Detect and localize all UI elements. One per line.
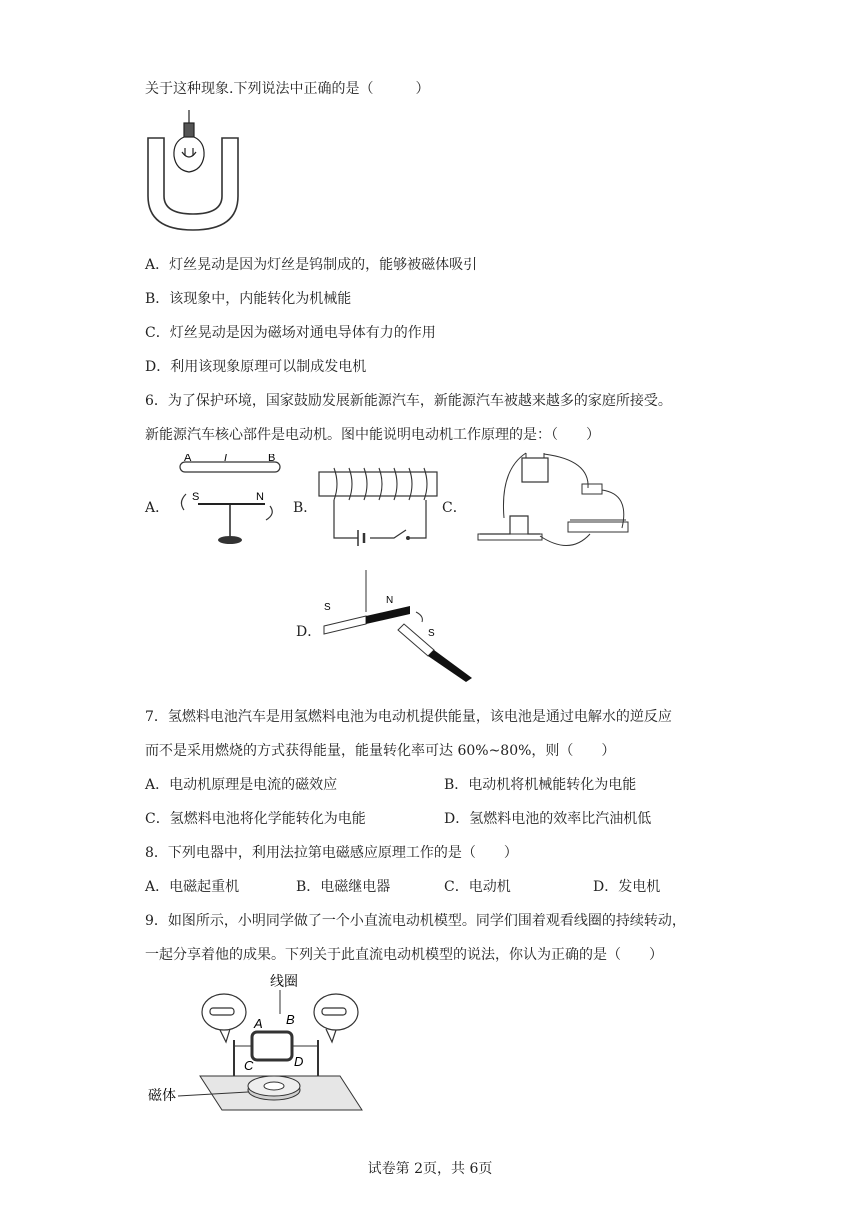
q7-stem-line2: 而不是采用燃烧的方式获得能量，能量转化率可达 60%~80%，则（ ） [145,743,616,759]
label-b: B [286,1012,295,1027]
q6-stem-line1: 6．为了保护环境，国家鼓励发展新能源汽车，新能源汽车被越来越多的家庭所接受。 [145,393,672,409]
figd-label-s-top: S [324,602,331,613]
q5-option-d: D．利用该现象原理可以制成发电机 [145,359,367,375]
bar-magnet-top-s [324,616,366,634]
q6-label-c: C． [442,500,467,516]
q8-stem: 8．下列电器中，利用法拉第电磁感应原理工作的是（ ） [145,845,518,861]
figa-label-n: N [256,491,264,503]
solenoid-coil [334,468,427,500]
compass-base [218,536,242,544]
figd-label-s-bottom: S [428,628,435,639]
label-c: C [244,1058,254,1073]
q5-option-c: C．灯丝晃动是因为磁场对通电导体有力的作用 [145,325,436,341]
q6-label-b: B． [293,500,318,516]
light-bulb-icon [174,110,204,172]
q8-option-b: B．电磁继电器 [296,879,391,895]
figa-label-b: B [268,454,276,464]
label-d: D [294,1054,304,1069]
u-magnet-small [480,516,540,534]
figd-label-n-top: N [386,595,394,606]
q6-stem-line2: 新能源汽车核心部件是电动机。图中能说明电动机工作原理的是：（ ） [145,427,600,443]
q9-dc-motor-figure [140,968,366,1118]
bar-magnet-bottom-n [428,650,472,682]
switch-icon [406,536,410,540]
rotate-arrow-right-icon [266,506,272,520]
q6-label-a: A． [145,500,170,516]
conductor-rod [180,462,280,472]
q7-option-a: A．电动机原理是电流的磁效应 [145,777,338,793]
q9-stem-line2: 一起分享着他的成果。下列关于此直流电动机模型的说法，你认为正确的是（ ） [145,947,663,963]
magnet-label: 磁体 [148,1087,176,1103]
q8-option-d: D．发电机 [593,879,661,895]
q7-option-d: D．氢燃料电池的效率比汽油机低 [444,811,652,827]
page-footer: 试卷第 2页，共 6页 [367,1161,493,1177]
q7-option-c: C．氢燃料电池将化学能转化为电能 [145,811,366,827]
battery-icon [522,458,548,482]
figa-label-i: I [224,454,228,464]
zoom-bubble-left [202,994,246,1042]
coil-label: 线圈 [270,973,298,989]
q6-figure-b [314,466,444,548]
q8-option-a: A．电磁起重机 [145,879,240,895]
q7-option-b: B．电动机将机械能转化为电能 [444,777,637,793]
q5-option-a: A．灯丝晃动是因为灯丝是钨制成的，能够被磁体吸引 [145,257,478,273]
q6-figure-d [318,570,478,682]
q6-figure-c [470,450,642,556]
q7-stem-line1: 7．氢燃料电池汽车是用氢燃料电池为电动机提供能量，该电池是通过电解水的逆反应 [145,709,672,725]
coil [252,1032,292,1060]
circuit-wire [334,500,426,538]
rotate-arrow-left-icon [181,494,186,510]
q6-figure-a [170,454,290,550]
q9-stem-line1: 9．如图所示，小明同学做了一个小直流电动机模型。同学们围着观看线圈的持续转动， [145,913,686,929]
q5-bulb-magnet-figure [143,108,243,236]
q5-option-b: B．该现象中，内能转化为机械能 [145,291,352,307]
label-a: A [254,1016,263,1031]
q6-label-d: D． [296,624,322,640]
switch-icon [582,484,602,494]
figa-label-s: S [192,491,200,503]
q5-stem-tail: 关于这种现象.下列说法中正确的是（ ） [145,81,430,97]
figa-label-a: A [184,454,192,464]
rheostat [568,522,628,532]
q8-option-c: C．电动机 [444,879,511,895]
bar-magnet-top-n [366,606,410,624]
zoom-bubble-right [314,994,358,1042]
